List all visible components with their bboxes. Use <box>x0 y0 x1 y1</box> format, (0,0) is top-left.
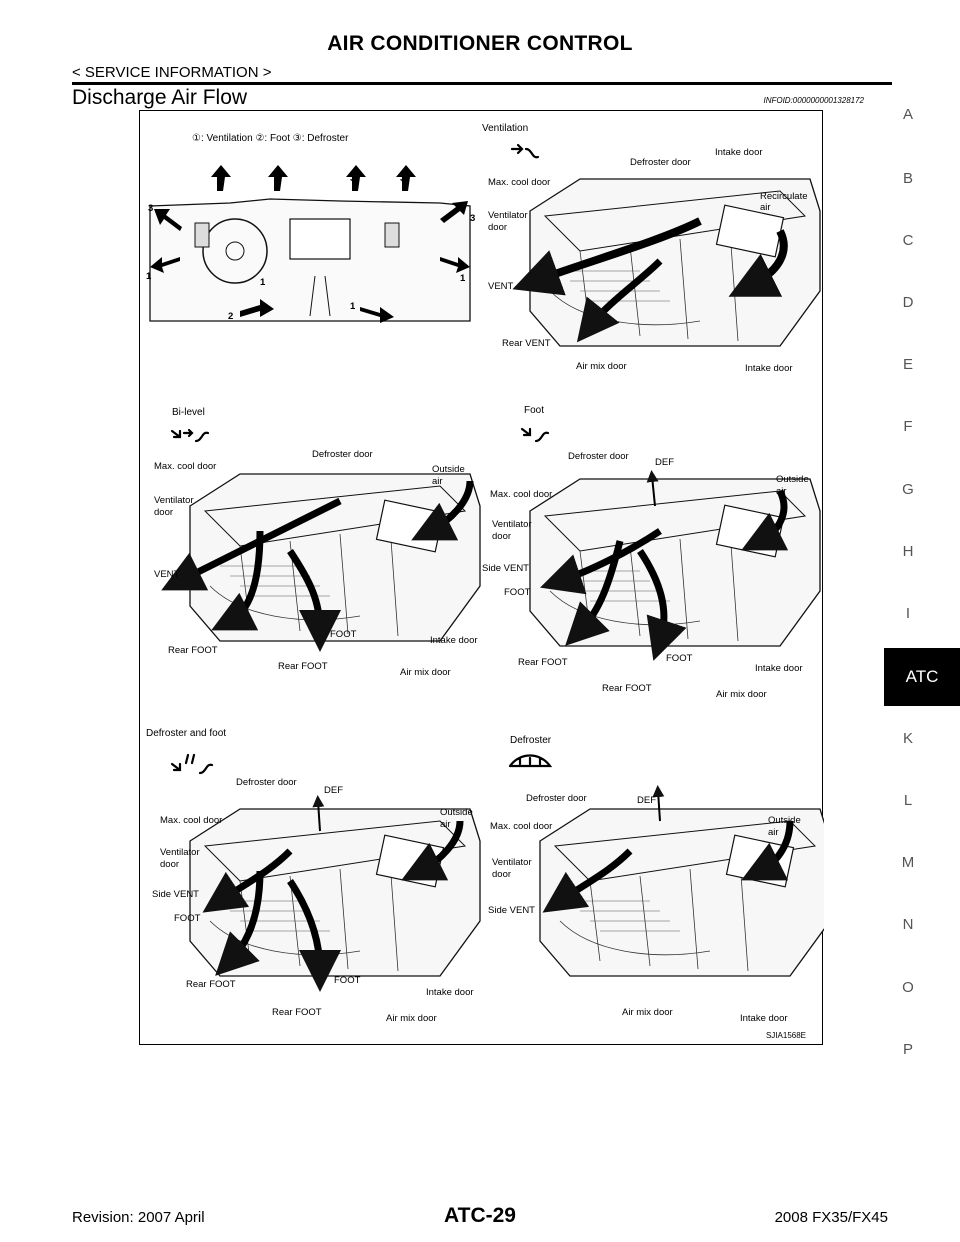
callout-vent: VENT <box>154 569 180 580</box>
defroster-mode-label: Defroster <box>510 735 552 746</box>
ventilation-panel-unit <box>530 179 820 346</box>
footer-page-number: ATC-29 <box>444 1204 516 1227</box>
callout-rear-foot: Rear FOOT <box>272 1007 322 1018</box>
callout-side-vent: Side VENT <box>488 905 535 916</box>
bilevel-mode-icon <box>172 430 208 441</box>
marker-ventilation: 1 <box>460 273 466 284</box>
callout-foot: FOOT <box>174 913 201 924</box>
callout-ventilator: Ventilator <box>492 519 532 530</box>
deffoot-panel-unit <box>190 801 480 976</box>
callout-defroster-door: Defroster door <box>526 793 587 804</box>
marker-defroster: 3 <box>217 170 223 181</box>
index-letter-l[interactable]: L <box>903 792 913 809</box>
callout-max-cool-door: Max. cool door <box>490 489 553 500</box>
callout-air-mix-door: Air mix door <box>716 689 767 700</box>
index-letter-h[interactable]: H <box>902 543 914 560</box>
marker-foot: 2 <box>380 313 386 324</box>
callout-max-cool-door: Max. cool door <box>154 461 217 472</box>
info-id: INFOID:0000000001328172 <box>763 96 864 105</box>
callout-ventilator-door: door <box>488 222 508 233</box>
callout-foot: FOOT <box>504 587 531 598</box>
callout-def: DEF <box>655 457 674 468</box>
callout-ventilator-door: door <box>492 869 512 880</box>
index-letter-a[interactable]: A <box>902 106 913 123</box>
page-header-title: AIR CONDITIONER CONTROL <box>327 32 633 55</box>
bilevel-panel-unit <box>180 474 480 641</box>
marker-defroster: 3 <box>350 173 356 184</box>
footer-model: 2008 FX35/FX45 <box>774 1209 888 1226</box>
callout-foot: FOOT <box>330 629 357 640</box>
callout-def: DEF <box>324 785 343 796</box>
callout-intake-door: Intake door <box>426 987 474 998</box>
header-divider <box>72 82 892 85</box>
index-letter-c[interactable]: C <box>902 232 914 249</box>
index-letter-f[interactable]: F <box>903 418 913 435</box>
index-letter-e[interactable]: E <box>902 356 913 373</box>
callout-outside: Outside <box>440 807 473 818</box>
footer-revision: Revision: 2007 April <box>72 1209 205 1226</box>
callout-foot: FOOT <box>334 975 361 986</box>
index-letter-p[interactable]: P <box>902 1041 913 1058</box>
ventilation-mode-label: Ventilation <box>482 123 529 134</box>
callout-outside: Outside <box>768 815 801 826</box>
callout-air-mix-door: Air mix door <box>622 1007 673 1018</box>
marker-defroster: 3 <box>275 170 281 181</box>
callout-max-cool-door: Max. cool door <box>488 177 551 188</box>
figure-legend: ①: Ventilation ②: Foot ③: Defroster <box>192 133 349 144</box>
callout-air-mix-door: Air mix door <box>576 361 627 372</box>
callout-vent: VENT <box>488 281 514 292</box>
callout-max-cool-door: Max. cool door <box>160 815 223 826</box>
callout-max-cool-door: Max. cool door <box>490 821 553 832</box>
dashboard-illustration <box>150 165 470 323</box>
index-letter-b[interactable]: B <box>902 170 913 187</box>
index-tab-atc[interactable]: ATC <box>884 648 960 706</box>
index-letter-m[interactable]: M <box>901 854 915 871</box>
callout-ventilator: Ventilator <box>492 857 532 868</box>
callout-side-vent: Side VENT <box>482 563 529 574</box>
callout-rear-foot: Rear FOOT <box>518 657 568 668</box>
foot-mode-label: Foot <box>524 405 545 416</box>
index-letter-o[interactable]: O <box>902 979 914 996</box>
defroster-foot-mode-icon <box>172 755 212 773</box>
bilevel-mode-label: Bi-level <box>172 407 205 418</box>
callout-defroster-door: Defroster door <box>630 157 691 168</box>
marker-defroster: 3 <box>470 213 476 224</box>
foot-mode-icon <box>522 429 548 441</box>
marker-ventilation: 1 <box>350 301 356 312</box>
callout-intake-door: Intake door <box>755 663 803 674</box>
callout-intake-door: Intake door <box>740 1013 788 1024</box>
callout-outside-air: air <box>776 486 787 497</box>
callout-defroster-door: Defroster door <box>568 451 629 462</box>
callout-def: DEF <box>637 795 656 806</box>
callout-recirculate: Recirculate <box>760 191 808 202</box>
callout-defroster-door: Defroster door <box>236 777 297 788</box>
figure-id: SJIA1568E <box>765 1031 806 1040</box>
callout-defroster-door: Defroster door <box>312 449 373 460</box>
callout-ventilator-door: door <box>492 531 512 542</box>
callout-rear-foot: Rear FOOT <box>168 645 218 656</box>
callout-outside-air: air <box>432 476 443 487</box>
section-title: Discharge Air Flow <box>72 86 248 109</box>
callout-rear-foot: Rear FOOT <box>602 683 652 694</box>
callout-rear-foot: Rear FOOT <box>186 979 236 990</box>
callout-outside: Outside <box>776 474 809 485</box>
ventilation-mode-icon <box>512 145 538 157</box>
index-letter-g[interactable]: G <box>902 481 914 498</box>
callout-intake-door: Intake door <box>715 147 763 158</box>
callout-ventilator: Ventilator <box>160 847 200 858</box>
figure-drawing <box>140 111 824 1046</box>
foot-panel-unit <box>530 476 820 646</box>
marker-defroster: 3 <box>400 173 406 184</box>
page-header-subtitle: < SERVICE INFORMATION > <box>72 64 272 81</box>
callout-outside-air: air <box>768 827 779 838</box>
callout-air-mix-door: Air mix door <box>400 667 451 678</box>
callout-outside-air: air <box>440 819 451 830</box>
callout-foot: FOOT <box>666 653 693 664</box>
callout-ventilator: Ventilator <box>488 210 528 221</box>
callout-rear-foot: Rear FOOT <box>278 661 328 672</box>
callout-recirculate-air: air <box>760 202 771 213</box>
callout-ventilator-door: door <box>160 859 180 870</box>
callout-ventilator-door: door <box>154 507 174 518</box>
callout-ventilator: Ventilator <box>154 495 194 506</box>
marker-ventilation: 1 <box>260 277 266 288</box>
index-letter-d[interactable]: D <box>902 294 914 311</box>
deffoot-mode-label: Defroster and foot <box>146 728 227 739</box>
index-letter-k[interactable]: K <box>902 730 913 747</box>
callout-intake-door: Intake door <box>745 363 793 374</box>
index-letter-i[interactable]: I <box>905 605 911 622</box>
marker-foot: 2 <box>228 311 234 322</box>
callout-rear-vent: Rear VENT <box>502 338 551 349</box>
defroster-mode-icon <box>510 756 550 767</box>
callout-side-vent: Side VENT <box>152 889 199 900</box>
marker-ventilation: 1 <box>146 271 152 282</box>
callout-air-mix-door: Air mix door <box>386 1013 437 1024</box>
callout-intake-door: Intake door <box>430 635 478 646</box>
discharge-air-flow-figure <box>139 110 823 1045</box>
index-letter-n[interactable]: N <box>902 916 914 933</box>
marker-defroster: 3 <box>148 203 154 214</box>
callout-outside: Outside <box>432 464 465 475</box>
